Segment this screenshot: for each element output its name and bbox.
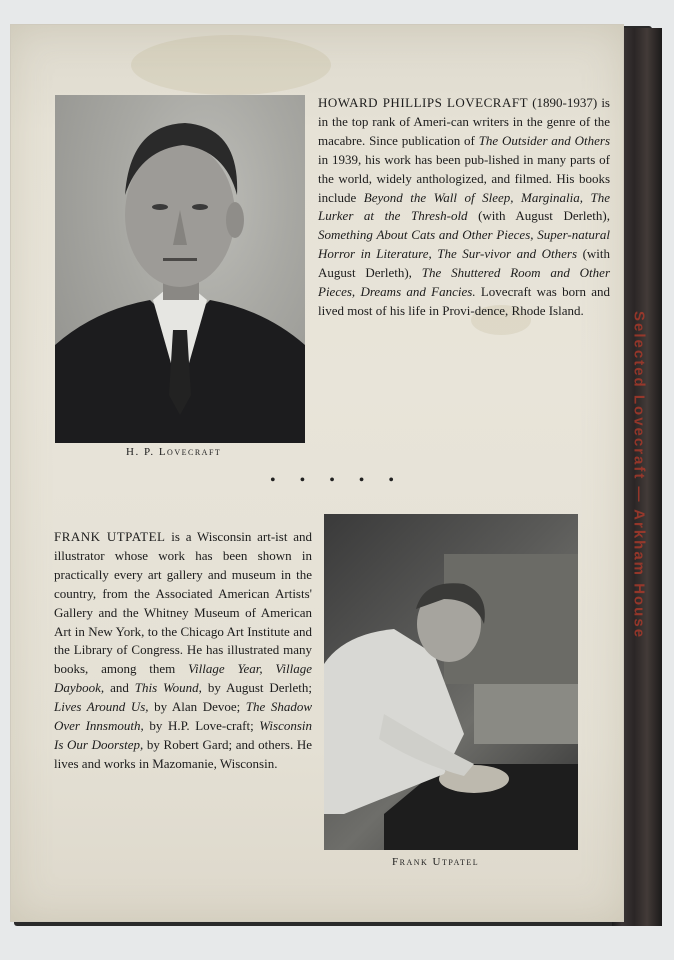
lovecraft-portrait-photo	[55, 95, 305, 443]
lovecraft-biography: HOWARD PHILLIPS LOVECRAFT (1890-1937) is in the top rank of Ameri-can writers in the genre of the macabre. Since publication of The Outsider and Others in 1939, his work has been pub-lished in many parts of the world, widely anthologized, and filmed. His books include Beyond the Wall of Sleep, Marginalia, The Lurker at the Thresh-old (with August Derleth), Something About Cats and Other Pieces, Super-natural Horror in Literature, The Sur-vivor and Others (with August Derleth), The Shuttered Room and Other Pieces, Dreams and Fancies. Lovecraft was born and lived most of his life in Provi-dence, Rhode Island.	[318, 95, 611, 318]
utpatel-biography: FRANK UTPATEL is a Wisconsin art-ist and illustrator whose work has been shown in practically every art gallery and museum in the country, from the Associated American Artists' Gallery and the Whitney Museum of American Art in New York, to the Chicago Art Institute and the Library of Congress. He has illustrated many books, among them Village Year, Village Daybook, and This Wound, by August Derleth; Lives Around Us, by Alan Devoe; The Shadow Over Innsmouth, by H.P. Love-craft; Wisconsin Is Our Doorstep, by Robert Gard; and others. He lives and works in Mazomanie, Wisconsin.	[54, 529, 313, 771]
utpatel-photo	[324, 514, 578, 850]
utpatel-photo-caption: Frank Utpatel	[392, 856, 480, 868]
section-separator: • • • • •	[270, 472, 405, 489]
lovecraft-photo-caption: H. P. Lovecraft	[126, 446, 222, 458]
spine-title: Selected Lovecraft — Arkham House	[630, 310, 648, 640]
